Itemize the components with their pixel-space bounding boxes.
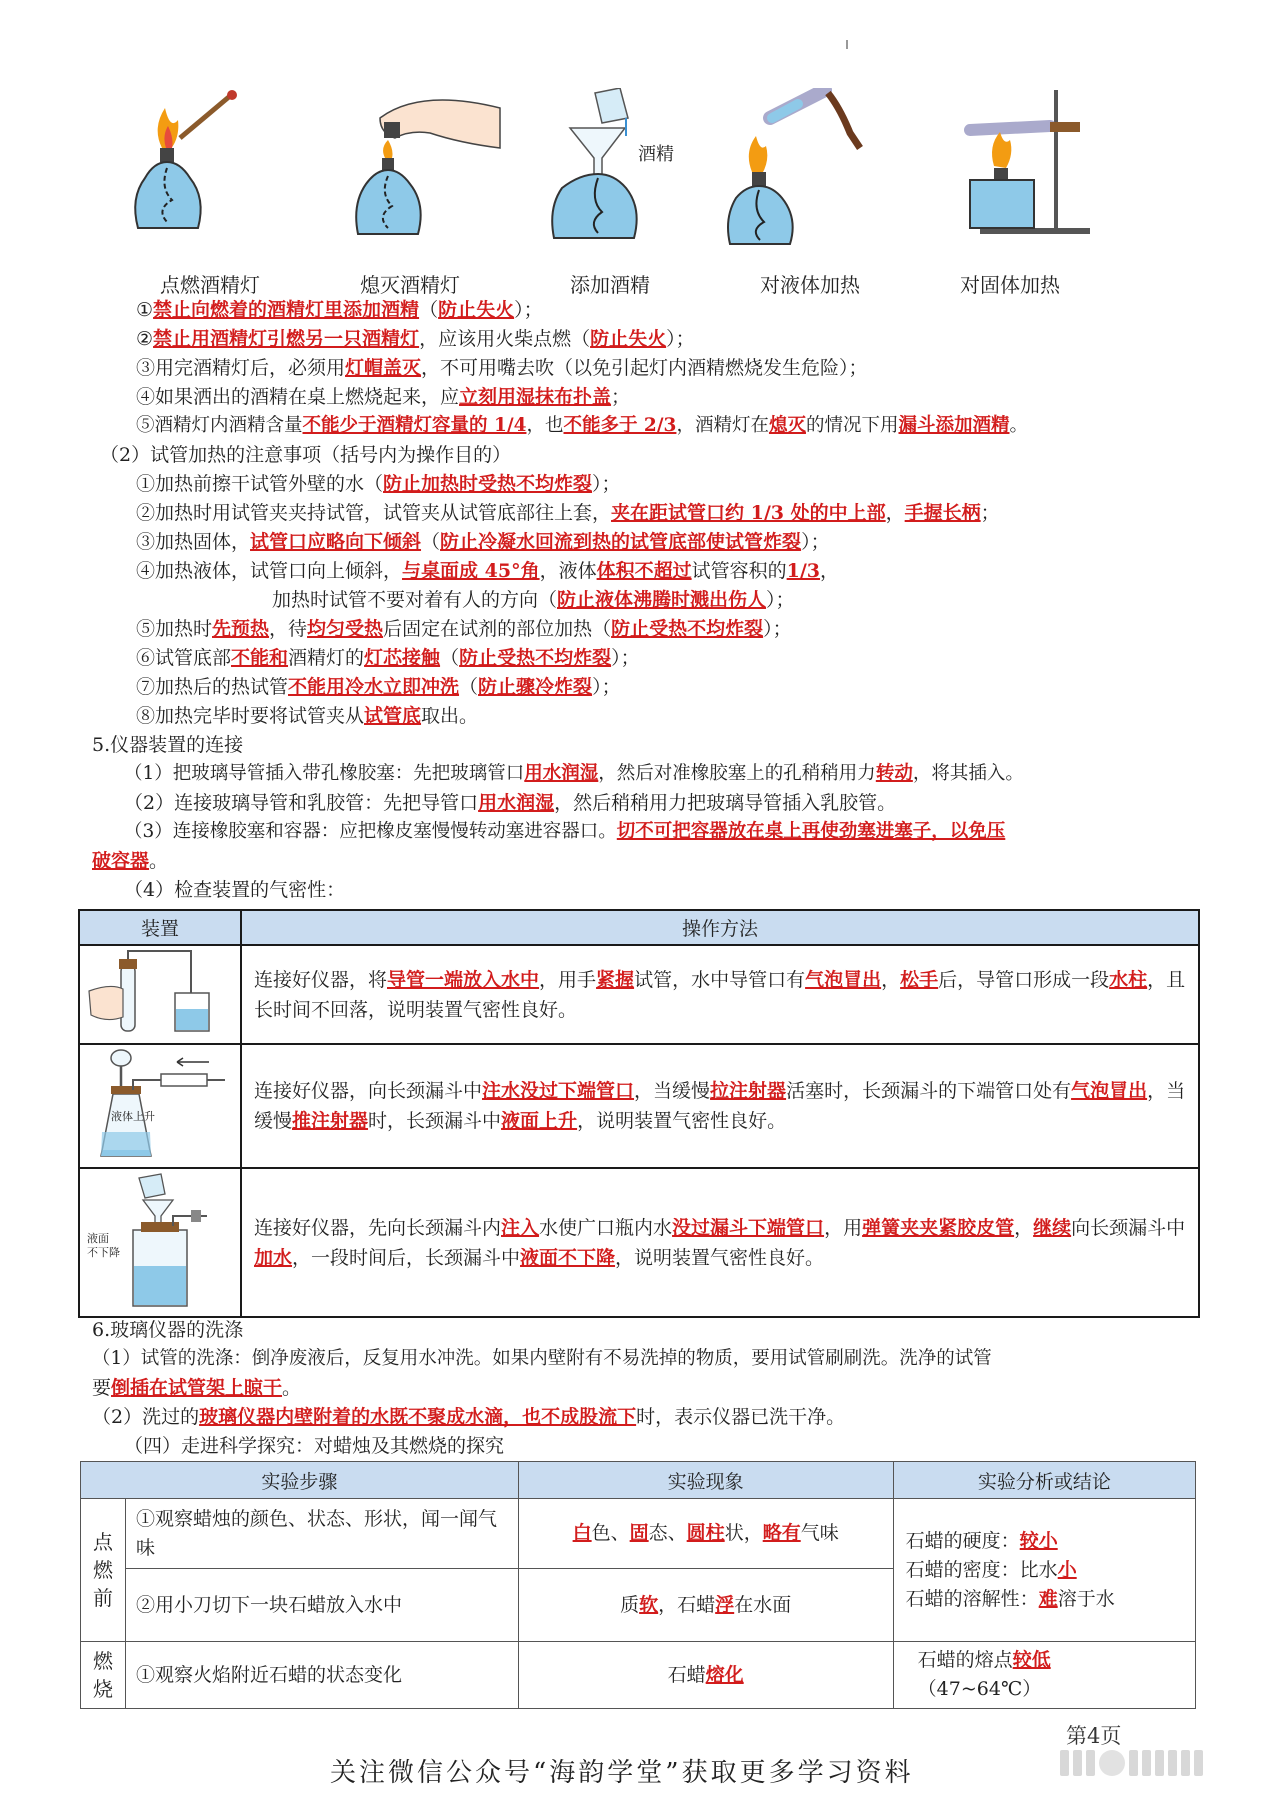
observation-cell — [518, 1499, 893, 1569]
table-row — [81, 1642, 1196, 1709]
text: 要 — [92, 1377, 112, 1399]
text: 。 — [149, 850, 169, 872]
apparatus-cell — [79, 1168, 241, 1317]
alcohol-lamp-lighting-illustration — [110, 88, 310, 258]
hand-test-tube-illustration — [81, 947, 231, 1037]
heating-heading: （2）试管加热的注意事项（括号内为操作目的） — [100, 444, 512, 466]
text: 燃烧 — [93, 1649, 113, 1701]
key-point: 试管底 — [364, 705, 422, 727]
text: 的情况下用 — [805, 415, 899, 436]
alcohol-label: 酒精 — [638, 144, 674, 164]
figure-add-alcohol — [510, 88, 710, 298]
text: ⑧加热完毕时要将试管夹从 — [136, 705, 365, 727]
text: 时，表示仪器已洗干净。 — [636, 1406, 846, 1428]
text: ， — [881, 968, 901, 991]
text: ）； — [592, 473, 621, 495]
key-point: 液面上升 — [501, 1110, 578, 1132]
key-point: 破容器 — [92, 850, 150, 872]
text: ① — [136, 299, 154, 321]
key-point: 与桌面成 45°角 — [402, 560, 540, 582]
burning-label — [81, 1642, 126, 1709]
key-point: 松手 — [900, 968, 939, 991]
text: ②加热时用试管夹夹持试管，试管夹从试管底部往上套， — [136, 502, 612, 524]
text: 气味 — [800, 1522, 839, 1544]
figure-heat-solid — [910, 88, 1110, 298]
text: ，酒精灯在 — [676, 415, 769, 436]
text: ）； — [763, 618, 792, 640]
key-point: 防止液体沸腾时溅出伤人 — [557, 589, 767, 611]
rule-1 — [136, 296, 543, 324]
heating-1 — [136, 470, 621, 498]
method-cell — [241, 1168, 1199, 1317]
key-point: 难 — [1038, 1587, 1058, 1610]
text: ）； — [592, 676, 621, 698]
table-row — [79, 1168, 1199, 1317]
key-point: 倒插在试管架上晾干 — [111, 1377, 283, 1399]
text: ）； — [611, 647, 640, 669]
text: 连接好仪器，向长颈漏斗中 — [254, 1080, 483, 1102]
explore-heading: （四）走进科学探究：对蜡烛及其燃烧的探究 — [124, 1435, 505, 1457]
key-point: 试管口应略向下倾斜 — [250, 531, 422, 553]
text: ，不可用嘴去吹（以免引起灯内酒精燃烧发生危险）； — [421, 357, 868, 379]
key-point: 手握长柄 — [904, 502, 981, 524]
table-header: 操作方法 — [241, 910, 1199, 945]
text: ）； — [514, 299, 543, 321]
wash-1: （1）试管的洗涤：倒净废液后，反复用水冲洗。如果内壁附有不易洗掉的物质，要用试管刷刷洗。洗净的试管 — [92, 1348, 992, 1369]
figure-caption: 对液体加热 — [760, 273, 860, 297]
key-point: 玻璃仪器内壁附着的水既不聚成水滴，也不成股流下 — [199, 1406, 637, 1428]
solubility-line — [906, 1585, 1183, 1614]
key-point: 熄灭 — [768, 415, 806, 436]
text: ，将其插入。 — [912, 763, 1024, 784]
table-row — [81, 1499, 1196, 1569]
text: ④如果洒出的酒精在桌上燃烧起来，应 — [136, 386, 460, 408]
connect-3 — [124, 818, 1005, 846]
text: 石蜡 — [667, 1663, 706, 1686]
key-point: 禁止向燃着的酒精灯里添加酒精 — [153, 299, 420, 321]
text: （1）把玻璃导管插入带孔橡胶塞：先把玻璃管口 — [124, 763, 525, 784]
text: ⑤酒精灯内酒精含量 — [136, 415, 303, 436]
key-point: 切不可把容器放在桌上再使劲塞进塞子，以免压 — [616, 821, 1006, 842]
figure-caption: 熄灭酒精灯 — [360, 273, 460, 297]
alcohol-lamp-refill-illustration — [510, 88, 710, 258]
key-point: 体积不超过 — [596, 560, 692, 582]
text: （ — [421, 531, 441, 553]
heating-solid-illustration — [910, 88, 1110, 258]
text: ，然后稍稍用力把玻璃导管插入乳胶管。 — [554, 792, 897, 814]
text: ③用完酒精灯后，必须用 — [136, 357, 346, 379]
rule-5 — [136, 412, 1028, 440]
key-point: 较低 — [1012, 1649, 1051, 1671]
key-point: 气泡冒出 — [805, 968, 882, 991]
key-point: 用水润湿 — [524, 763, 599, 784]
observation-cell — [518, 1569, 893, 1642]
text: ，且长时间不回落，说明装置气密性良好。 — [254, 968, 1186, 1021]
key-point: 较小 — [1019, 1529, 1058, 1552]
key-point: 圆柱 — [686, 1522, 725, 1544]
density-line — [906, 1556, 1183, 1585]
connect-3-continued — [92, 847, 168, 875]
key-point: 防止失火 — [438, 299, 515, 321]
method-cell — [241, 945, 1199, 1044]
key-point: 转动 — [875, 763, 913, 784]
text: ，当缓慢 — [254, 1080, 1186, 1132]
hardness-line — [906, 1527, 1183, 1556]
key-point: 均匀受热 — [307, 618, 384, 640]
method-cell — [241, 1044, 1199, 1168]
text: 水使广口瓶内水 — [539, 1216, 673, 1239]
text: ①加热前擦干试管外壁的水（ — [136, 473, 384, 495]
text: 状， — [724, 1522, 763, 1544]
step-cell: ①观察蜡烛的颜色、状态、形状，闻一闻气味 — [126, 1499, 519, 1569]
key-point: 弹簧夹夹紧胶皮管 — [862, 1216, 1015, 1239]
text: 连接好仪器，先向长颈漏斗内 — [254, 1216, 502, 1239]
text: ④加热液体，试管口向上倾斜， — [136, 560, 403, 582]
text: 时，长颈漏斗中 — [368, 1110, 502, 1132]
text: 向长颈漏斗中 — [1071, 1216, 1186, 1239]
text: （47~64℃） — [917, 1678, 1042, 1700]
figure-caption: 点燃酒精灯 — [160, 273, 260, 297]
text: 加热时试管不要对着有人的方向（ — [272, 589, 558, 611]
text: 取出。 — [421, 705, 479, 727]
text: 试管容积的 — [691, 560, 787, 582]
figure-heat-liquid — [710, 88, 910, 298]
key-point: 用水润湿 — [478, 792, 555, 814]
footer-text: 关注微信公众号“海韵学堂”获取更多学习资料 — [330, 1758, 914, 1788]
text: 石蜡的溶解性： — [905, 1587, 1039, 1610]
text: ）； — [666, 328, 695, 350]
heating-4-continued — [272, 586, 795, 614]
rule-4 — [136, 383, 630, 411]
text: （3）连接橡胶塞和容器：应把橡皮塞慢慢转动塞进容器口。 — [124, 821, 617, 842]
table-header: 装置 — [79, 910, 241, 945]
key-point: 立刻用湿抹布扑盖 — [459, 386, 612, 408]
key-point: 不能和 — [231, 647, 289, 669]
key-point: 不能用冷水立即冲洗 — [288, 676, 460, 698]
connect-1 — [124, 760, 1024, 788]
funnel-bottle-illustration — [81, 1170, 231, 1310]
key-point: 水柱 — [1109, 968, 1148, 991]
conclusion-cell — [893, 1642, 1195, 1709]
figure-caption: 对固体加热 — [960, 273, 1060, 297]
text: ，待 — [269, 618, 308, 640]
text: ③加热固体， — [136, 531, 251, 553]
key-point: 防止冷凝水回流到热的试管底部使试管炸裂 — [440, 531, 802, 553]
text: 。 — [282, 1377, 302, 1399]
text: ，液体 — [539, 560, 597, 582]
text: 溶于水 — [1057, 1587, 1115, 1610]
text: 石蜡的密度：比水 — [905, 1558, 1058, 1581]
key-point: 浮 — [715, 1593, 735, 1616]
key-point: 防止受热不均炸裂 — [611, 618, 764, 640]
alcohol-lamp-extinguish-illustration — [310, 88, 510, 258]
airtightness-table — [78, 909, 1200, 1318]
text: ，用手 — [539, 968, 597, 991]
text: （2）连接玻璃导管和乳胶管：先把导管口 — [124, 792, 479, 814]
liquid-rise-label: 液体上升 — [111, 1111, 155, 1123]
rule-3 — [136, 354, 868, 382]
text: （ — [440, 647, 460, 669]
text: ，石蜡 — [658, 1593, 716, 1616]
figure-extinguish-lamp — [310, 88, 510, 298]
observation-cell — [518, 1642, 893, 1709]
text: ）； — [766, 589, 795, 611]
figure-light-lamp — [110, 88, 310, 298]
key-point: 1/3 — [786, 560, 821, 582]
text: （ — [459, 676, 479, 698]
text: ⑤加热时 — [136, 618, 213, 640]
text: ，然后对准橡胶塞上的孔稍稍用力 — [598, 763, 876, 784]
text: ，说明装置气密性良好。 — [615, 1246, 825, 1269]
step-cell: ②用小刀切下一块石蜡放入水中 — [126, 1569, 519, 1642]
key-point: 继续 — [1033, 1216, 1072, 1239]
heating-2 — [136, 499, 1000, 527]
text: 后，导管口形成一段 — [938, 968, 1110, 991]
figure-caption: 添加酒精 — [570, 273, 650, 297]
text: ⑥试管底部 — [136, 647, 232, 669]
text: ； — [980, 502, 1000, 524]
text: 石蜡的熔点 — [917, 1649, 1013, 1671]
text: ； — [611, 386, 631, 408]
key-point: 夹在距试管口约 1/3 处的中上部 — [611, 502, 886, 524]
heating-5 — [136, 615, 792, 643]
text: ，说明装置气密性良好。 — [577, 1110, 787, 1132]
text: 石蜡的硬度： — [905, 1529, 1020, 1552]
text: 点燃前 — [93, 1530, 113, 1610]
level-label: 不下降 — [87, 1247, 120, 1259]
text: ，当缓慢 — [634, 1080, 711, 1102]
key-point: 注水没过下端管口 — [482, 1080, 635, 1102]
key-point: 注入 — [501, 1216, 540, 1239]
heating-8 — [136, 702, 478, 730]
connect-4: （4）检查装置的气密性： — [124, 879, 346, 901]
rule-2 — [136, 325, 695, 353]
text: ，用 — [824, 1216, 863, 1239]
connect-heading: 5.仪器装置的连接 — [92, 734, 244, 756]
heating-liquid-illustration — [710, 88, 910, 258]
text: ）； — [801, 531, 830, 553]
text: （ — [419, 299, 439, 321]
watermark-icon — [1060, 1750, 1203, 1776]
connect-2 — [124, 789, 896, 817]
key-point: 不能多于 2/3 — [563, 415, 677, 436]
conclusion-cell — [893, 1499, 1195, 1642]
key-point: 推注射器 — [292, 1110, 369, 1132]
figure-row — [110, 88, 1190, 298]
table-header: 实验分析或结论 — [893, 1462, 1195, 1499]
key-point: 小 — [1057, 1558, 1077, 1581]
heating-6 — [136, 644, 640, 672]
table-row — [79, 1044, 1199, 1168]
scan-mark — [846, 40, 848, 49]
key-point: 不能少于酒精灯容量的 1/4 — [302, 415, 527, 436]
text: ，应该用火柴点燃（ — [419, 328, 591, 350]
key-point: 略有 — [762, 1522, 801, 1544]
text: 后固定在试剂的部位加热（ — [383, 618, 612, 640]
key-point: 灯芯接触 — [364, 647, 441, 669]
wash-1-continued — [92, 1374, 301, 1402]
text: 质 — [620, 1593, 640, 1616]
text: ， — [885, 502, 905, 524]
wash-heading: 6.玻璃仪器的洗涤 — [92, 1319, 244, 1341]
text: 试管，水中导管口有 — [634, 968, 806, 991]
text: 。 — [1009, 415, 1029, 436]
key-point: 防止加热时受热不均炸裂 — [383, 473, 593, 495]
key-point: 熔化 — [705, 1663, 744, 1686]
text: （2）洗过的 — [92, 1406, 200, 1428]
key-point: 白 — [572, 1522, 592, 1544]
key-point: 液面不下降 — [520, 1246, 616, 1269]
key-point: 禁止用酒精灯引燃另一只酒精灯 — [153, 328, 420, 350]
key-point: 漏斗添加酒精 — [898, 415, 1010, 436]
heating-4 — [136, 557, 839, 585]
key-point: 软 — [639, 1593, 659, 1616]
key-point: 气泡冒出 — [1071, 1080, 1148, 1102]
table-header: 实验步骤 — [81, 1462, 519, 1499]
key-point: 灯帽盖灭 — [345, 357, 422, 379]
text: 连接好仪器，将 — [254, 968, 388, 991]
text: ② — [136, 328, 154, 350]
key-point: 固 — [629, 1522, 649, 1544]
text: ， — [820, 560, 840, 582]
heating-3 — [136, 528, 830, 556]
table-row — [79, 945, 1199, 1044]
text: ， — [1014, 1216, 1034, 1239]
before-lighting-label — [81, 1499, 126, 1642]
candle-experiment-table — [80, 1461, 1196, 1709]
step-cell: ①观察火焰附近石蜡的状态变化 — [126, 1642, 519, 1709]
syringe-flask-illustration — [81, 1046, 231, 1161]
heating-7 — [136, 673, 621, 701]
apparatus-cell — [79, 945, 241, 1044]
key-point: 没过漏斗下端管口 — [672, 1216, 825, 1239]
text: 态、 — [648, 1522, 687, 1544]
text: 活塞时，长颈漏斗的下端管口处有 — [786, 1080, 1072, 1102]
text: ，也 — [526, 415, 564, 436]
apparatus-cell — [79, 1044, 241, 1168]
text: 色、 — [591, 1522, 630, 1544]
text: ，一段时间后，长颈漏斗中 — [292, 1246, 521, 1269]
text: 酒精灯的 — [288, 647, 365, 669]
table-header: 实验现象 — [518, 1462, 893, 1499]
key-point: 防止骤冷炸裂 — [478, 676, 593, 698]
key-point: 防止受热不均炸裂 — [459, 647, 612, 669]
key-point: 先预热 — [212, 618, 270, 640]
page-number: 第4页 — [1066, 1724, 1122, 1748]
wash-2 — [92, 1403, 845, 1431]
level-label: 液面 — [87, 1233, 109, 1245]
text: 在水面 — [734, 1593, 792, 1616]
key-point: 加水 — [254, 1246, 293, 1269]
key-point: 拉注射器 — [710, 1080, 787, 1102]
key-point: 紧握 — [596, 968, 635, 991]
key-point: 防止失火 — [590, 328, 667, 350]
key-point: 导管一端放入水中 — [387, 968, 540, 991]
text: ⑦加热后的热试管 — [136, 676, 289, 698]
